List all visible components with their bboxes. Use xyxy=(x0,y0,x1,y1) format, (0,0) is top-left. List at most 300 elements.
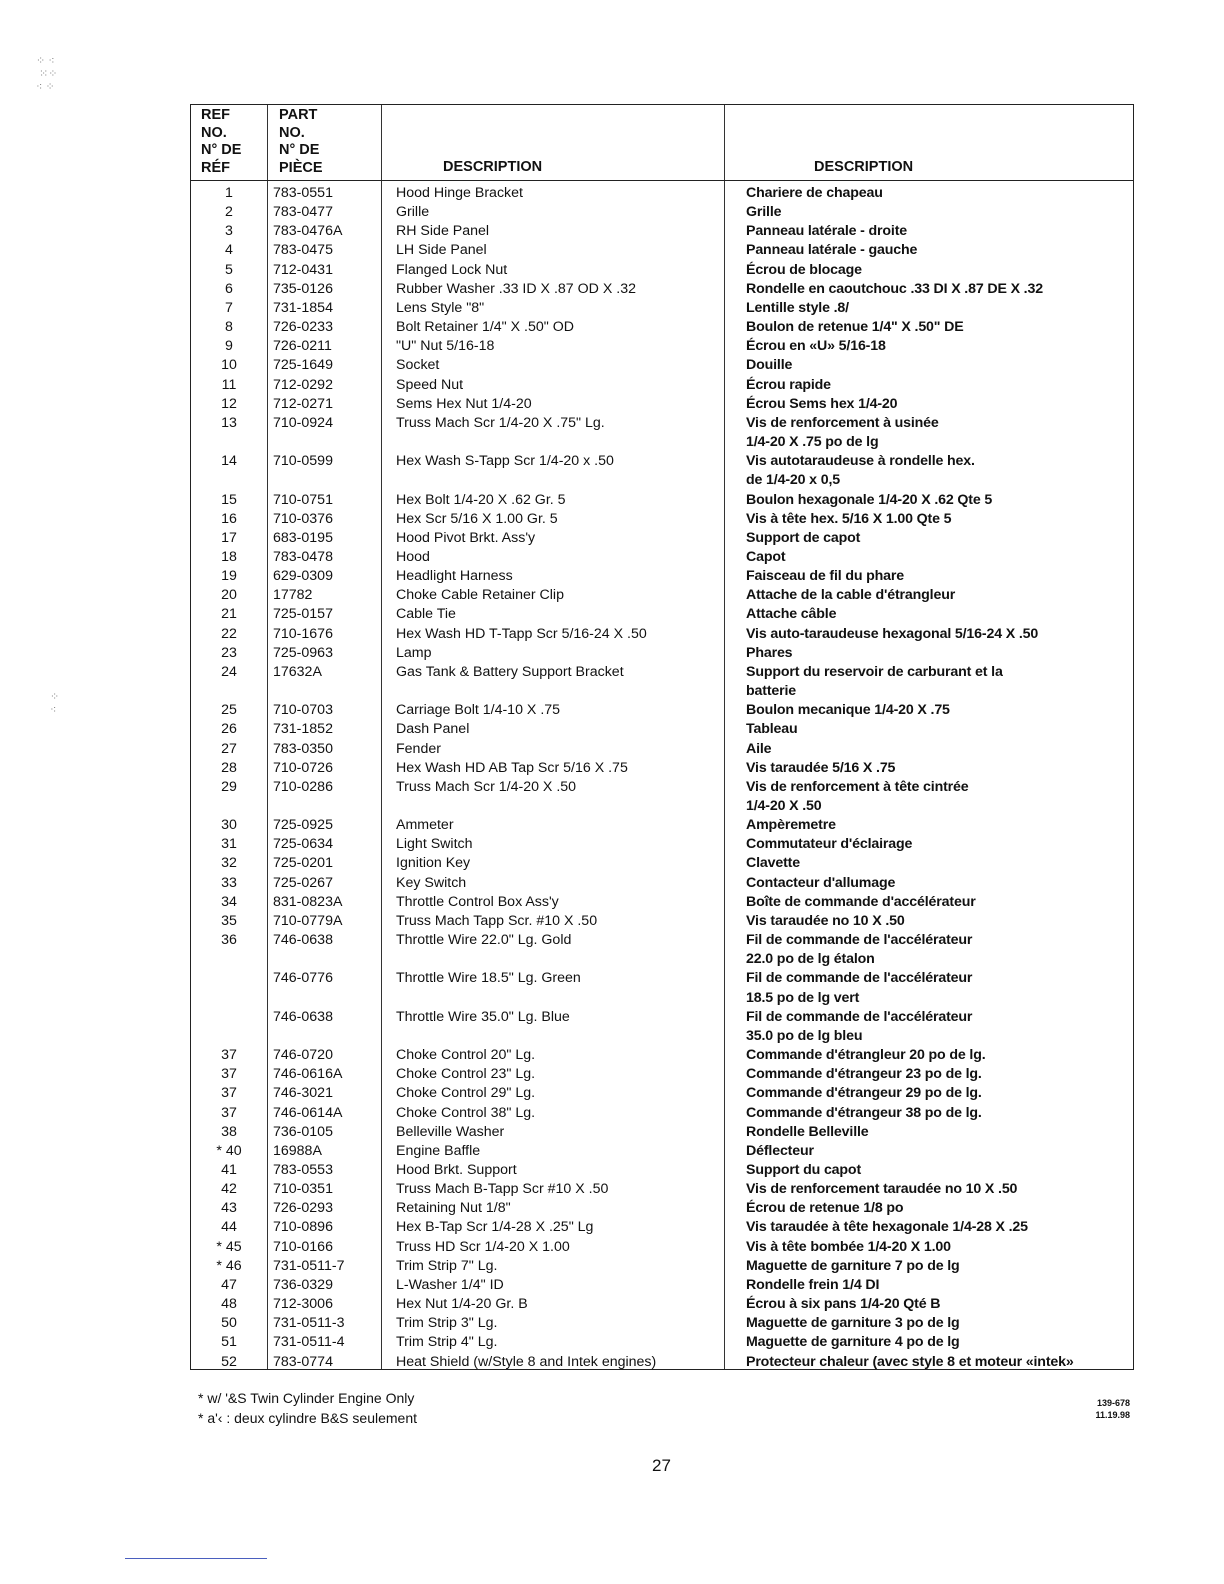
description-en-cell: RH Side Panel xyxy=(396,223,490,240)
table-row xyxy=(191,682,1133,701)
scan-speckle-mid: ⁘ ⁖ xyxy=(50,691,60,716)
description-en-cell: Dash Panel xyxy=(396,721,470,738)
description-fr-cell: Déflecteur xyxy=(746,1142,814,1159)
ref-cell: 18 xyxy=(221,548,237,565)
part-number-cell: 710-0351 xyxy=(273,1181,333,1198)
ref-cell: 19 xyxy=(221,568,237,585)
table-row xyxy=(191,701,1133,720)
table-row xyxy=(191,740,1133,759)
description-fr-cell: Chariere de chapeau xyxy=(746,185,883,201)
description-fr-cell: Écrou Sems hex 1/4-20 xyxy=(746,395,898,412)
description-fr-cell: Fil de commande de l'accélérateur xyxy=(746,970,973,987)
part-number-cell: 710-0924 xyxy=(273,414,333,431)
description-fr-cell: Boîte de commande d'accélérateur xyxy=(746,893,976,910)
description-fr-cell: Clavette xyxy=(746,855,800,872)
part-number-cell: 783-0551 xyxy=(273,185,333,201)
table-row xyxy=(191,337,1133,356)
description-fr-cell: Écrou rapide xyxy=(746,376,831,393)
ref-cell xyxy=(191,797,267,816)
table-row xyxy=(191,759,1133,778)
part-no-header: PART NO. N° DE PIÈCE xyxy=(279,107,323,176)
ref-cell: 42 xyxy=(221,1181,237,1198)
description-en-cell xyxy=(387,950,739,969)
description-en-cell: Hex Scr 5/16 X 1.00 Gr. 5 xyxy=(396,510,558,527)
part-number-cell: 712-0292 xyxy=(273,376,333,393)
description-en-cell: Carriage Bolt 1/4-10 X .75 xyxy=(396,702,561,719)
part-number-cell: 710-0896 xyxy=(273,1219,333,1236)
part-number-cell: 731-1854 xyxy=(273,299,333,316)
scan-edge-line xyxy=(125,1558,267,1559)
ref-cell: 22 xyxy=(221,625,237,642)
description-fr-cell: 1/4-20 X .50 xyxy=(746,798,822,814)
ref-cell: 27 xyxy=(221,740,237,757)
ref-cell: 28 xyxy=(221,759,237,776)
part-number-cell: 725-0201 xyxy=(273,855,333,872)
table-row xyxy=(191,835,1133,854)
description-en-cell: Ammeter xyxy=(396,817,454,834)
ref-cell: 37 xyxy=(221,1047,237,1064)
part-number-cell: 726-0293 xyxy=(273,1200,333,1217)
description-fr-cell: 1/4-20 X .75 po de lg xyxy=(746,434,879,451)
description-fr-cell: Boulon mecanique 1/4-20 X .75 xyxy=(746,702,950,719)
part-number-cell: 712-3006 xyxy=(273,1296,333,1313)
description-fr-cell: Commande d'étrangeur 23 po de lg. xyxy=(746,1066,982,1083)
description-fr-cell: Panneau latérale - droite xyxy=(746,223,908,240)
description-en-cell xyxy=(387,471,739,490)
table-row xyxy=(191,1180,1133,1199)
part-number-cell: 725-0267 xyxy=(273,874,333,891)
part-number-cell: 731-0511-3 xyxy=(273,1315,345,1332)
ref-cell: 37 xyxy=(221,1085,237,1102)
table-row xyxy=(191,510,1133,529)
table-row xyxy=(191,203,1133,222)
ref-cell: 5 xyxy=(225,261,233,278)
description-en-cell: Hex B-Tap Scr 1/4-28 X .25" Lg xyxy=(396,1219,594,1236)
table-row xyxy=(191,644,1133,663)
description-fr-cell: Écrou de blocage xyxy=(746,261,862,278)
table-row xyxy=(191,1199,1133,1218)
ref-cell: 23 xyxy=(221,644,237,661)
description-fr-cell: Rondelle frein 1/4 DI xyxy=(746,1276,880,1293)
table-row xyxy=(191,1161,1133,1180)
description-en-cell: Heat Shield (w/Style 8 and Intek engines) xyxy=(396,1353,657,1370)
description-fr-cell: Phares xyxy=(746,644,793,661)
description-en-cell: Throttle Wire 22.0" Lg. Gold xyxy=(396,932,572,949)
ref-cell: * 40 xyxy=(216,1142,242,1159)
part-number-cell xyxy=(267,797,387,816)
description-fr-cell: Boulon de retenue 1/4" X .50" DE xyxy=(746,319,964,336)
part-number-cell: 710-0376 xyxy=(273,510,333,527)
ref-cell xyxy=(191,950,267,969)
part-number-cell: 712-0271 xyxy=(273,395,333,412)
description-fr-cell: Commande d'étrangeur 29 po de lg. xyxy=(746,1085,982,1102)
ref-cell: 14 xyxy=(221,453,237,470)
description-en-cell: Flanged Lock Nut xyxy=(396,261,508,278)
table-row xyxy=(191,184,1133,203)
part-number-cell: 710-0703 xyxy=(273,702,333,719)
ref-cell: 50 xyxy=(221,1315,237,1332)
part-number-cell: 736-0105 xyxy=(273,1123,333,1140)
ref-cell: * 45 xyxy=(216,1238,242,1255)
description-en-cell: Fender xyxy=(396,740,441,757)
ref-cell: 52 xyxy=(221,1353,237,1370)
table-row xyxy=(191,433,1133,452)
description-en-cell: Speed Nut xyxy=(396,376,464,393)
description-fr-cell: Commande d'étrangleur 20 po de lg. xyxy=(746,1047,986,1064)
part-number-cell: 712-0431 xyxy=(273,261,333,278)
ref-cell: 7 xyxy=(225,299,233,316)
parts-list-table xyxy=(191,184,1133,1372)
description-fr-cell: Ampèremetre xyxy=(746,817,836,834)
ref-no-header: REF NO. N° DE RÉF xyxy=(201,107,242,176)
ref-cell: 6 xyxy=(225,280,233,297)
description-en-cell: Truss Mach B-Tapp Scr #10 X .50 xyxy=(396,1181,609,1198)
part-number-cell: 710-0779A xyxy=(273,912,343,929)
part-number-cell: 735-0126 xyxy=(273,280,333,297)
description-fr-cell: Capot xyxy=(746,548,786,565)
ref-cell: 32 xyxy=(221,855,237,872)
description-en-cell xyxy=(387,989,739,1008)
description-fr-cell: Fil de commande de l'accélérateur xyxy=(746,932,973,949)
ref-cell: 43 xyxy=(221,1200,237,1217)
ref-cell: 37 xyxy=(221,1104,237,1121)
description-en-cell: Engine Baffle xyxy=(396,1142,481,1159)
description-fr-cell: Faisceau de fil du phare xyxy=(746,568,905,585)
ref-cell: 38 xyxy=(221,1123,237,1140)
description-en-cell: Belleville Washer xyxy=(396,1123,505,1140)
description-fr-cell: Vis de renforcement taraudée no 10 X .50 xyxy=(746,1181,1018,1198)
ref-cell: 35 xyxy=(221,912,237,929)
part-number-cell: 736-0329 xyxy=(273,1276,333,1293)
ref-cell: 2 xyxy=(225,204,233,221)
description-en-cell: Choke Cable Retainer Clip xyxy=(396,587,564,604)
footnote-english: * w/ '&S Twin Cylinder Engine Only xyxy=(198,1390,415,1406)
description-en-cell: Key Switch xyxy=(396,874,467,891)
description-en-cell xyxy=(387,797,739,816)
table-row xyxy=(191,1257,1133,1276)
description-en-cell: Throttle Wire 35.0" Lg. Blue xyxy=(396,1008,570,1025)
description-fr-cell: Contacteur d'allumage xyxy=(746,874,896,891)
description-fr-header: DESCRIPTION xyxy=(814,159,914,175)
description-en-cell: Throttle Wire 18.5" Lg. Green xyxy=(396,970,581,987)
description-fr-cell: Support de capot xyxy=(746,529,861,546)
part-number-cell: 783-0477 xyxy=(273,204,333,221)
table-row xyxy=(191,1333,1133,1352)
description-en-cell: Choke Control 29" Lg. xyxy=(396,1085,536,1102)
description-fr-cell: Écrou de retenue 1/8 po xyxy=(746,1200,904,1217)
table-row xyxy=(191,720,1133,739)
description-en-cell: Lens Style "8" xyxy=(396,299,485,316)
footnote-french: * a'‹ : deux cylindre B&S seulement xyxy=(198,1410,418,1426)
description-en-cell: Truss Mach Scr 1/4-20 X .50 xyxy=(396,778,577,795)
description-en-cell: Rubber Washer .33 ID X .87 OD X .32 xyxy=(396,280,636,297)
table-row xyxy=(191,1104,1133,1123)
part-number-cell: 726-0233 xyxy=(273,319,333,336)
description-en-cell: Cable Tie xyxy=(396,606,456,623)
table-row xyxy=(191,586,1133,605)
description-fr-cell: 18.5 po de lg vert xyxy=(746,989,860,1006)
part-number-cell: 746-0638 xyxy=(273,932,333,949)
description-en-cell: Light Switch xyxy=(396,836,473,853)
description-en-cell: Hood Brkt. Support xyxy=(396,1161,517,1178)
table-row xyxy=(191,1046,1133,1065)
ref-cell: 3 xyxy=(225,223,233,240)
table-row xyxy=(191,1353,1133,1372)
part-number-cell: 731-1852 xyxy=(273,721,333,738)
part-number-cell: 725-0963 xyxy=(273,644,333,661)
ref-cell: 48 xyxy=(221,1296,237,1313)
part-number-cell: 746-0614A xyxy=(273,1104,343,1121)
ref-cell: 51 xyxy=(221,1334,237,1351)
description-fr-cell: Maguette de garniture 3 po de lg xyxy=(746,1315,960,1332)
ref-cell: 26 xyxy=(221,721,237,738)
table-row xyxy=(191,797,1133,816)
description-en-cell: Trim Strip 7" Lg. xyxy=(396,1257,498,1274)
ref-cell xyxy=(191,969,267,988)
part-number-cell: 17632A xyxy=(273,663,322,680)
parts-table-frame xyxy=(190,104,1134,1370)
description-en-cell: Hood Hinge Bracket xyxy=(396,185,523,201)
ref-cell: 4 xyxy=(225,242,233,259)
part-number-cell: 683-0195 xyxy=(273,529,333,546)
table-row xyxy=(191,529,1133,548)
description-fr-cell: Vis taraudée no 10 X .50 xyxy=(746,912,905,929)
part-number-cell: 725-0634 xyxy=(273,836,333,853)
part-number-cell: 731-0511-7 xyxy=(273,1257,345,1274)
table-row xyxy=(191,356,1133,375)
table-row xyxy=(191,1218,1133,1237)
ref-cell: 25 xyxy=(221,702,237,719)
part-number-cell: 783-0478 xyxy=(273,548,333,565)
ref-cell: 29 xyxy=(221,778,237,795)
header-rule xyxy=(191,180,1133,181)
table-row xyxy=(191,1008,1133,1027)
part-number-cell: 725-1649 xyxy=(273,357,333,374)
description-fr-cell: batterie xyxy=(746,683,797,700)
part-number-cell xyxy=(267,471,387,490)
ref-cell: 8 xyxy=(225,319,233,336)
description-en-cell: Gas Tank & Battery Support Bracket xyxy=(396,663,624,680)
ref-cell: 34 xyxy=(221,893,237,910)
table-row xyxy=(191,989,1133,1008)
part-number-cell: 831-0823A xyxy=(273,893,343,910)
description-fr-cell: Aile xyxy=(746,740,772,757)
part-number-cell xyxy=(267,433,387,452)
ref-cell: 31 xyxy=(221,836,237,853)
description-fr-cell: Tableau xyxy=(746,721,798,738)
ref-cell: 12 xyxy=(221,395,237,412)
part-number-cell xyxy=(267,682,387,701)
ref-cell: 11 xyxy=(221,376,237,393)
table-row xyxy=(191,625,1133,644)
table-row xyxy=(191,1238,1133,1257)
description-en-cell: Bolt Retainer 1/4" X .50" OD xyxy=(396,319,575,336)
description-fr-cell: Maguette de garniture 7 po de lg xyxy=(746,1257,960,1274)
table-row xyxy=(191,950,1133,969)
table-row xyxy=(191,1314,1133,1333)
description-en-cell: Headlight Harness xyxy=(396,568,513,585)
part-number-cell: 16988A xyxy=(273,1142,322,1159)
description-fr-cell: Écrou à six pans 1/4-20 Qté B xyxy=(746,1296,941,1313)
description-en-cell xyxy=(387,433,739,452)
table-row xyxy=(191,663,1133,682)
description-en-cell: Hex Wash HD AB Tap Scr 5/16 X .75 xyxy=(396,759,628,776)
description-en-cell: Hex Nut 1/4-20 Gr. B xyxy=(396,1296,528,1313)
ref-cell xyxy=(191,1027,267,1046)
part-number-cell: 710-0599 xyxy=(273,453,333,470)
description-en-cell: LH Side Panel xyxy=(396,242,487,259)
ref-cell: 10 xyxy=(221,357,237,374)
description-fr-cell: Vis autotaraudeuse à rondelle hex. xyxy=(746,453,975,470)
table-row xyxy=(191,778,1133,797)
description-en-cell: Choke Control 23" Lg. xyxy=(396,1066,536,1083)
description-en-cell: Trim Strip 3" Lg. xyxy=(396,1315,498,1332)
part-number-cell: 710-1676 xyxy=(273,625,333,642)
ref-cell: 20 xyxy=(221,587,237,604)
ref-cell: 1 xyxy=(225,185,233,201)
scan-speckle-top: ⁘ ⁖ ⁙⁘ ⁖ ⁘ xyxy=(36,55,58,93)
page-number: 27 xyxy=(652,1456,671,1475)
ref-cell: 16 xyxy=(221,510,237,527)
table-row xyxy=(191,1276,1133,1295)
part-number-cell: 725-0157 xyxy=(273,606,333,623)
ref-cell: 9 xyxy=(225,338,233,355)
table-row xyxy=(191,241,1133,260)
description-fr-cell: Vis taraudée 5/16 X .75 xyxy=(746,759,896,776)
description-fr-cell: Protecteur chaleur (avec style 8 et moteur «intek» xyxy=(746,1353,1074,1370)
description-en-cell xyxy=(387,1027,739,1046)
table-row xyxy=(191,605,1133,624)
part-number-cell: 725-0925 xyxy=(273,817,333,834)
table-row xyxy=(191,452,1133,471)
description-en-cell: Truss Mach Scr 1/4-20 X .75" Lg. xyxy=(396,414,605,431)
description-fr-cell: Commutateur d'éclairage xyxy=(746,836,913,853)
description-en-cell: Grille xyxy=(396,204,430,221)
description-en-cell xyxy=(387,682,739,701)
description-en-cell: Throttle Control Box Ass'y xyxy=(396,893,559,910)
description-en-cell: Ignition Key xyxy=(396,855,471,872)
part-number-cell: 783-0553 xyxy=(273,1161,333,1178)
description-fr-cell: Douille xyxy=(746,357,793,374)
description-fr-cell: Commande d'étrangeur 38 po de lg. xyxy=(746,1104,982,1121)
description-en-cell: Sems Hex Nut 1/4-20 xyxy=(396,395,532,412)
description-en-cell: Choke Control 38" Lg. xyxy=(396,1104,536,1121)
part-number-cell: 783-0476A xyxy=(273,223,343,240)
ref-cell: 15 xyxy=(221,491,237,508)
ref-cell: 24 xyxy=(221,663,237,680)
part-number-cell: 731-0511-4 xyxy=(273,1334,345,1351)
part-number-cell: 726-0211 xyxy=(273,338,332,355)
table-row xyxy=(191,299,1133,318)
ref-cell: 30 xyxy=(221,817,237,834)
table-row xyxy=(191,471,1133,490)
ref-cell: 13 xyxy=(221,414,237,431)
description-fr-cell: de 1/4-20 x 0,5 xyxy=(746,472,840,489)
ref-cell: 41 xyxy=(221,1161,237,1178)
description-en-cell: Trim Strip 4" Lg. xyxy=(396,1334,498,1351)
description-en-cell: Truss HD Scr 1/4-20 X 1.00 xyxy=(396,1238,570,1255)
part-number-cell: 746-0776 xyxy=(273,970,333,987)
description-fr-cell: Rondelle en caoutchouc .33 DI X .87 DE X .32 xyxy=(746,280,1043,297)
table-row xyxy=(191,414,1133,433)
ref-cell xyxy=(191,471,267,490)
description-fr-cell: Support du capot xyxy=(746,1161,862,1178)
description-en-cell: Socket xyxy=(396,357,440,374)
ref-cell: * 46 xyxy=(216,1257,242,1274)
description-fr-cell: Attache de la cable d'étrangleur xyxy=(746,587,956,604)
description-en-cell: Hex Wash HD T-Tapp Scr 5/16-24 X .50 xyxy=(396,625,647,642)
description-fr-cell: Lentille style .8/ xyxy=(746,299,849,316)
part-number-cell: 710-0286 xyxy=(273,778,333,795)
part-number-cell: 746-3021 xyxy=(273,1085,333,1102)
ref-cell xyxy=(191,1008,267,1027)
ref-cell xyxy=(191,989,267,1008)
description-fr-cell: Maguette de garniture 4 po de lg xyxy=(746,1334,960,1351)
ref-cell: 44 xyxy=(221,1219,237,1236)
table-row xyxy=(191,1123,1133,1142)
ref-cell: 33 xyxy=(221,874,237,891)
part-number-cell: 710-0726 xyxy=(273,759,333,776)
description-en-cell: Hood xyxy=(396,548,430,565)
table-row xyxy=(191,318,1133,337)
description-fr-cell: 22.0 po de lg étalon xyxy=(746,951,875,968)
table-row xyxy=(191,567,1133,586)
part-number-cell: 629-0309 xyxy=(273,568,333,585)
table-row xyxy=(191,854,1133,873)
description-en-cell: L-Washer 1/4" ID xyxy=(396,1276,504,1293)
description-en-cell: Choke Control 20" Lg. xyxy=(396,1047,536,1064)
table-row xyxy=(191,1142,1133,1161)
description-en-cell: "U" Nut 5/16-18 xyxy=(396,338,495,355)
table-row xyxy=(191,280,1133,299)
part-number-cell xyxy=(267,950,387,969)
ref-cell: 36 xyxy=(221,932,237,949)
ref-cell: 21 xyxy=(221,606,237,623)
table-row xyxy=(191,1027,1133,1046)
description-en-cell: Hex Bolt 1/4-20 X .62 Gr. 5 xyxy=(396,491,566,508)
description-fr-cell: Attache câble xyxy=(746,606,837,623)
table-row xyxy=(191,816,1133,835)
part-number-cell: 710-0166 xyxy=(273,1238,333,1255)
description-fr-cell: Boulon hexagonale 1/4-20 X .62 Qte 5 xyxy=(746,491,993,508)
table-row xyxy=(191,912,1133,931)
description-fr-cell: 35.0 po de lg bleu xyxy=(746,1027,863,1044)
part-number-cell: 783-0350 xyxy=(273,740,333,757)
description-fr-cell: Écrou en «U» 5/16-18 xyxy=(746,338,886,355)
table-row xyxy=(191,491,1133,510)
description-fr-cell: Vis à tête hex. 5/16 X 1.00 Qte 5 xyxy=(746,510,952,527)
description-en-cell: Retaining Nut 1/8" xyxy=(396,1200,511,1217)
ref-cell: 17 xyxy=(221,529,237,546)
description-en-cell: Hood Pivot Brkt. Ass'y xyxy=(396,529,536,546)
table-row xyxy=(191,1295,1133,1314)
table-row xyxy=(191,395,1133,414)
description-fr-cell: Vis à tête bombée 1/4-20 X 1.00 xyxy=(746,1238,951,1255)
document-code: 139-678 11.19.98 xyxy=(1095,1398,1130,1420)
description-fr-cell: Vis auto-taraudeuse hexagonal 5/16-24 X .50 xyxy=(746,625,1039,642)
description-fr-cell: Fil de commande de l'accélérateur xyxy=(746,1008,973,1025)
table-row xyxy=(191,931,1133,950)
part-number-cell: 746-0720 xyxy=(273,1047,333,1064)
part-number-cell: 746-0638 xyxy=(273,1008,333,1025)
table-row xyxy=(191,548,1133,567)
ref-cell xyxy=(191,682,267,701)
part-number-cell: 783-0774 xyxy=(273,1353,333,1370)
table-row xyxy=(191,893,1133,912)
description-fr-cell: Vis taraudée à tête hexagonale 1/4-28 X .25 xyxy=(746,1219,1028,1236)
table-row xyxy=(191,1084,1133,1103)
part-number-cell: 17782 xyxy=(273,587,313,604)
